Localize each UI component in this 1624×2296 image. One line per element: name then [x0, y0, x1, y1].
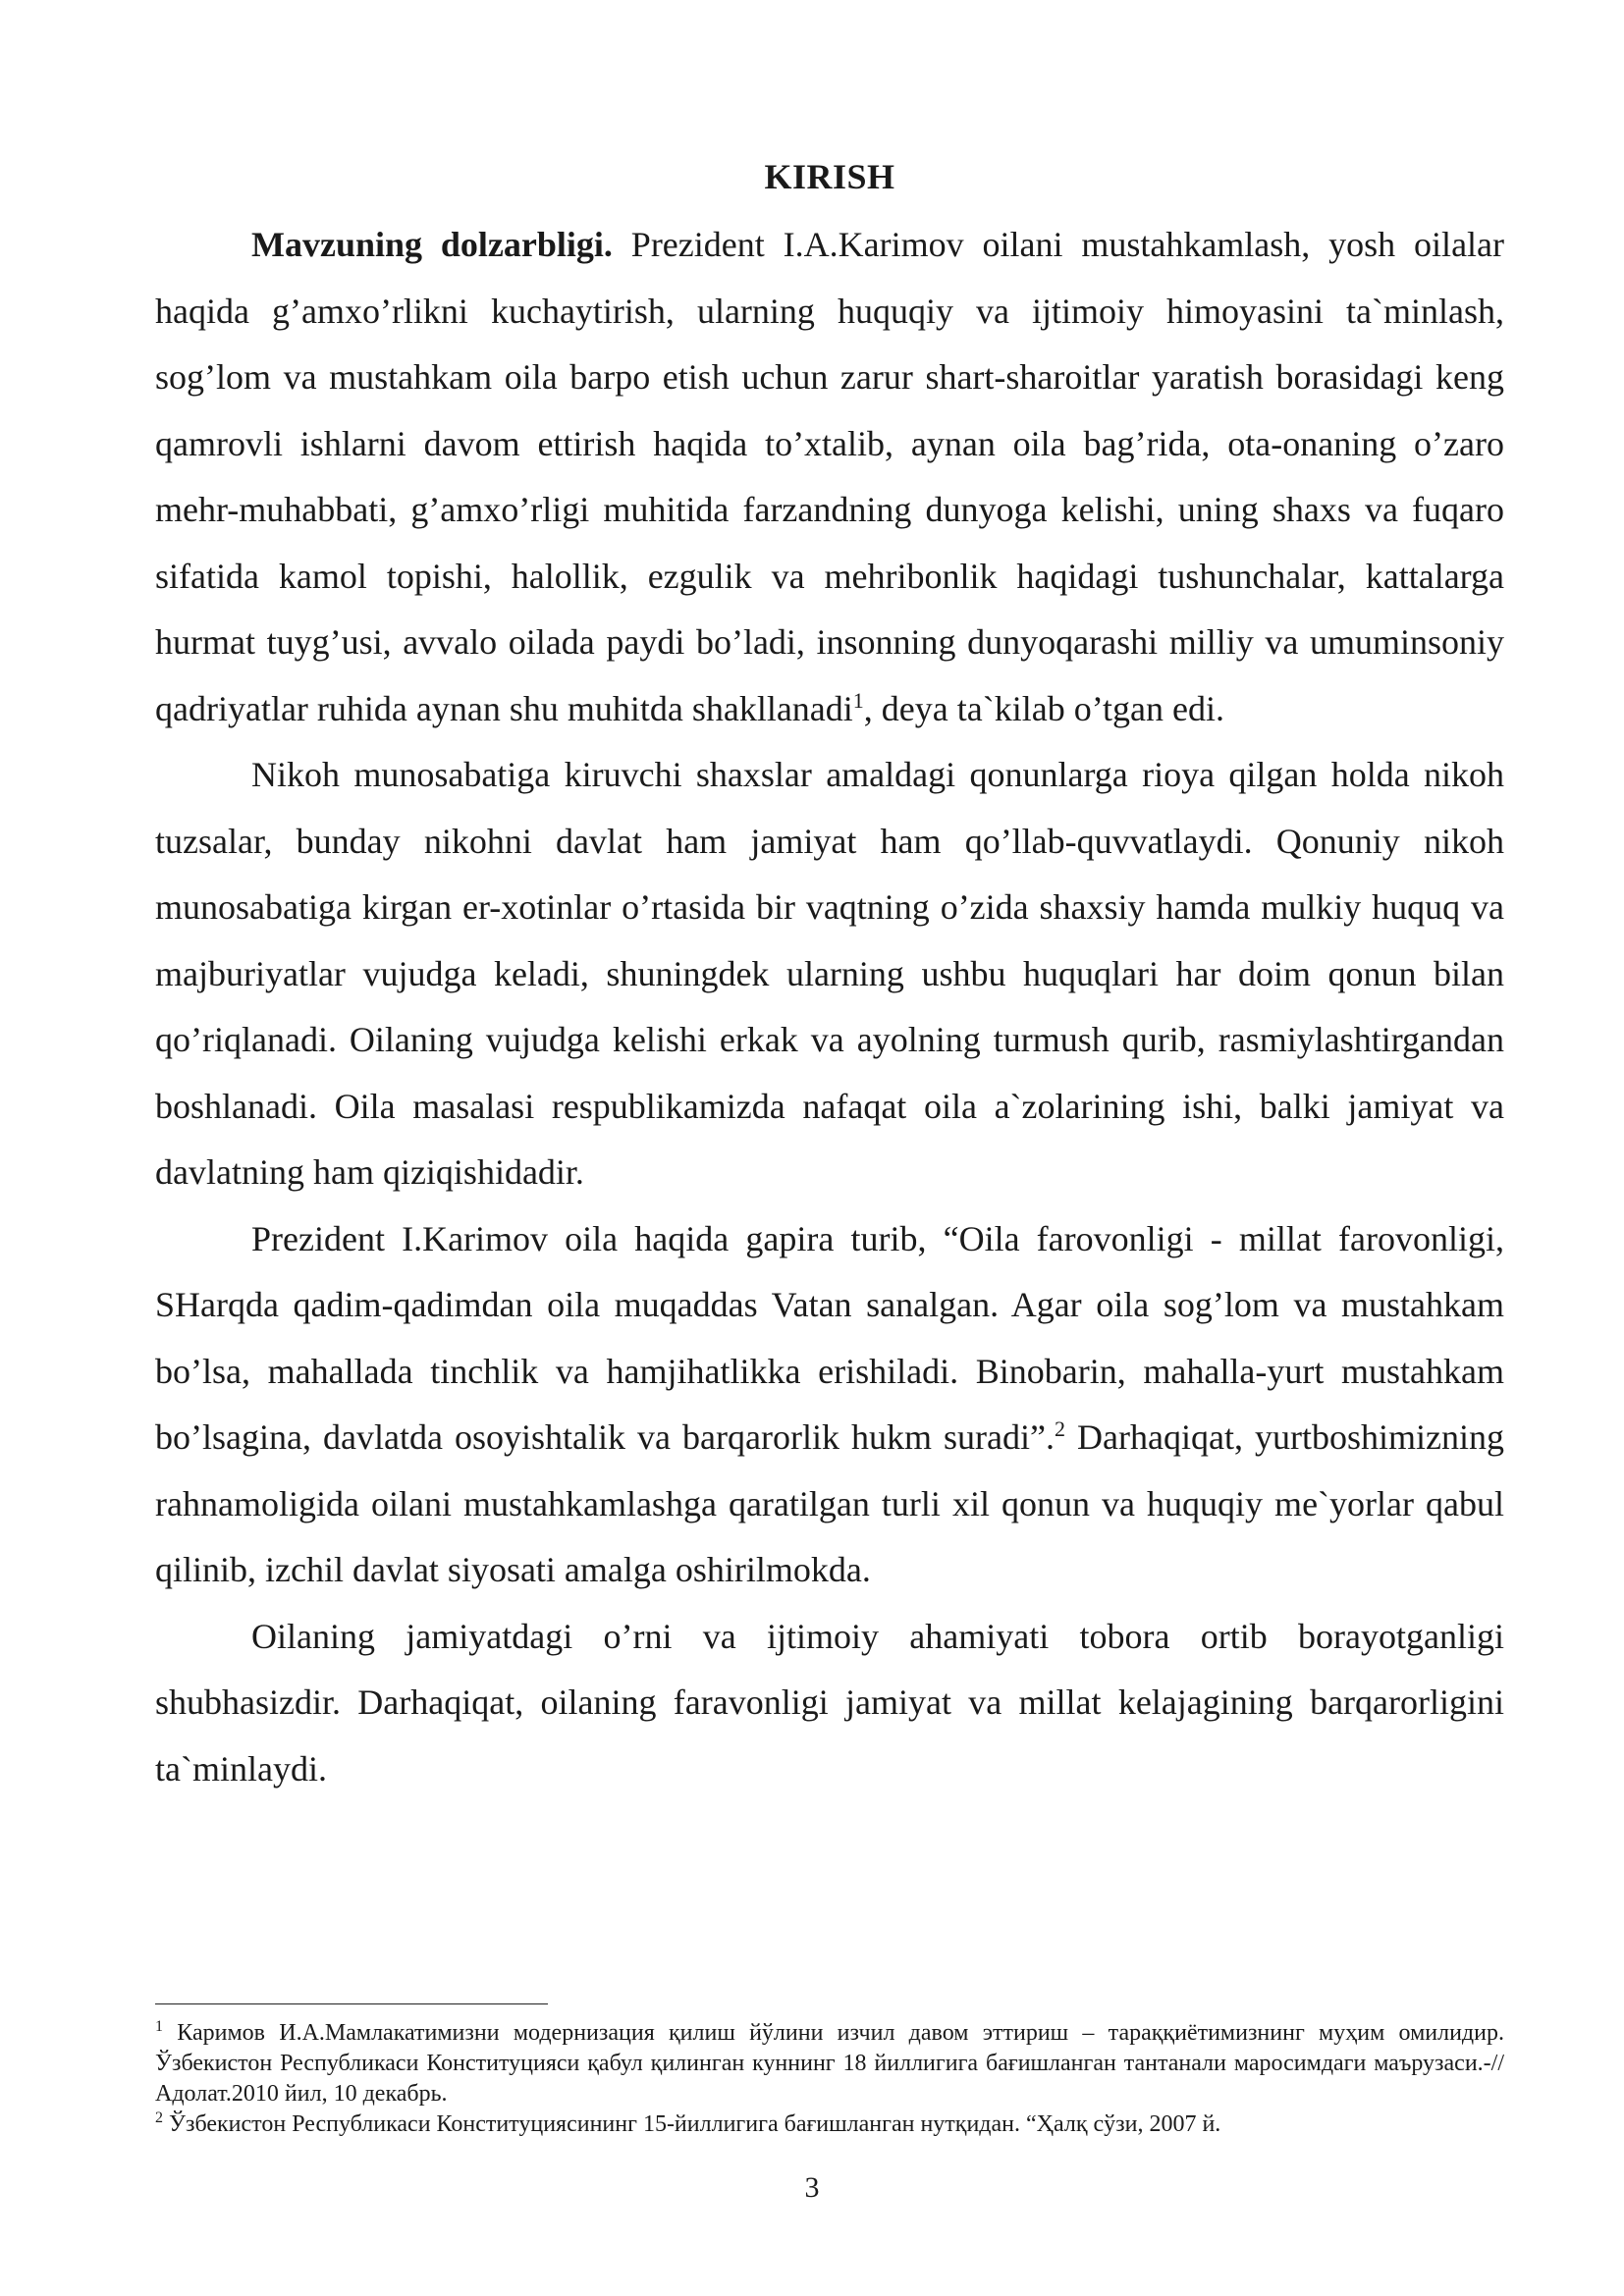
paragraph-marriage: Nikoh munosabatiga kiruvchi shaxslar amaldagi qonunlarga rioya qilgan holda nikoh tuzsalar, bunday nikohni davlat ham jamiyat ham qo’llab-quvvatlaydi. Qonuniy nikoh munosabatiga kirgan er-xotinlar o’rtasida bir vaqtning o’zida shaxsiy hamda mulkiy huquq va majburiyatlar vujudga keladi, shuningdek ularning ushbu huquqlari har doim qonun bilan qo’riqlanadi. Oilaning vujudga kelishi erkak va ayolning turmush qurib, rasmiylashtirgandan boshlanadi. Oila masalasi respublikamizda nafaqat oila a`zolarining ishi, balki jamiyat va davlatning ham qiziqishidadir. [155, 755, 1504, 1192]
footnote-separator [155, 2003, 548, 2004]
footnote-number: 1 [155, 2018, 163, 2035]
footnote-1 [155, 2018, 1504, 2109]
footnote-number: 2 [155, 2109, 163, 2126]
page-number: 3 [804, 2171, 820, 2204]
paragraph-text: Darhaqiqat, yurtboshimizning rahnamoligida oilani mustahkamlashga qaratilgan turli xil qonun va huquqiy me`yorlar qabul qilinib, izchil davlat siyosati amalga oshirilmokda. [155, 1417, 1504, 1589]
footnote-text: Ўзбекистон Республикаси Конституциясининг 15-йиллигига бағишланган нутқидан. “Ҳалқ сўзи, 2007 й. [163, 2111, 1221, 2137]
footnote-ref-1[interactable]: 1 [852, 687, 864, 713]
paragraph-president-quote [155, 1206, 1504, 1604]
footnote-ref-2[interactable]: 2 [1055, 1416, 1065, 1441]
document-body [155, 149, 1504, 1802]
paragraph-lead: Mavzuning dolzarbligi. [251, 225, 613, 264]
paragraph-text: , deya ta`kilab o’tgan edi. [863, 688, 1225, 728]
footnote-text: Каримов И.А.Мамлакатимизни модернизация қилиш йўлини изчил давом эттириш – тараққиётимизнинг муҳим омилидир. Ўзбекистон Республикаси Конституцияси қабул қилинган куннинг 18 йиллигига бағишланган тантанали маросимдаги маърузаси.-//Адолат.2010 йил, 10 декабрь. [155, 2020, 1504, 2107]
paragraph-relevance [155, 212, 1504, 742]
paragraph-text: Prezident I.Karimov oila haqida gapira turib, “Oila farovonligi - millat farovonligi, SHarqda qadim-qadimdan oila muqaddas Vatan sanalgan. Agar oila sog’lom va mustahkam bo’lsa, mahallada tinchlik va hamjihatlikka erishiladi. Binobarin, mahalla-yurt mustahkam bo’lsagina, davlatda osoyishtalik va barqarorlik hukm suradi”. [155, 1218, 1504, 1457]
footnotes-block [155, 2018, 1504, 2140]
section-title: KIRISH [764, 157, 895, 196]
paragraph-family-role: Oilaning jamiyatdagi o’rni va ijtimoiy ahamiyati tobora ortib borayotganligi shubhasizdir. Darhaqiqat, oilaning faravonligi jamiyat va millat kelajagining barqarorligini ta`minlaydi. [155, 1616, 1504, 1789]
footnote-2 [155, 2109, 1504, 2140]
paragraph-text: Prezident I.A.Karimov oilani mustahkamlash, yosh oilalar haqida g’amxo’rlikni kuchaytirish, ularning huquqiy va ijtimoiy himoyasini ta`minlash, sog’lom va mustahkam oila barpo etish uchun zarur shart-sharoitlar yaratish borasidagi keng qamrovli ishlarni davom ettirish haqida to’xtalib, aynan oila bag’rida, ota-onaning o’zaro mehr-muhabbati, g’amxo’rligi muhitida farzandning dunyoga kelishi, uning shaxs va fuqaro sifatida kamol topishi, halollik, ezgulik va mehribonlik haqidagi tushunchalar, kattalarga hurmat tuyg’usi, avvalo oilada paydi bo’ladi, insonning dunyoqarashi milliy va umuminsoniy qadriyatlar ruhida aynan shu muhitda shakllanadi [155, 225, 1505, 728]
